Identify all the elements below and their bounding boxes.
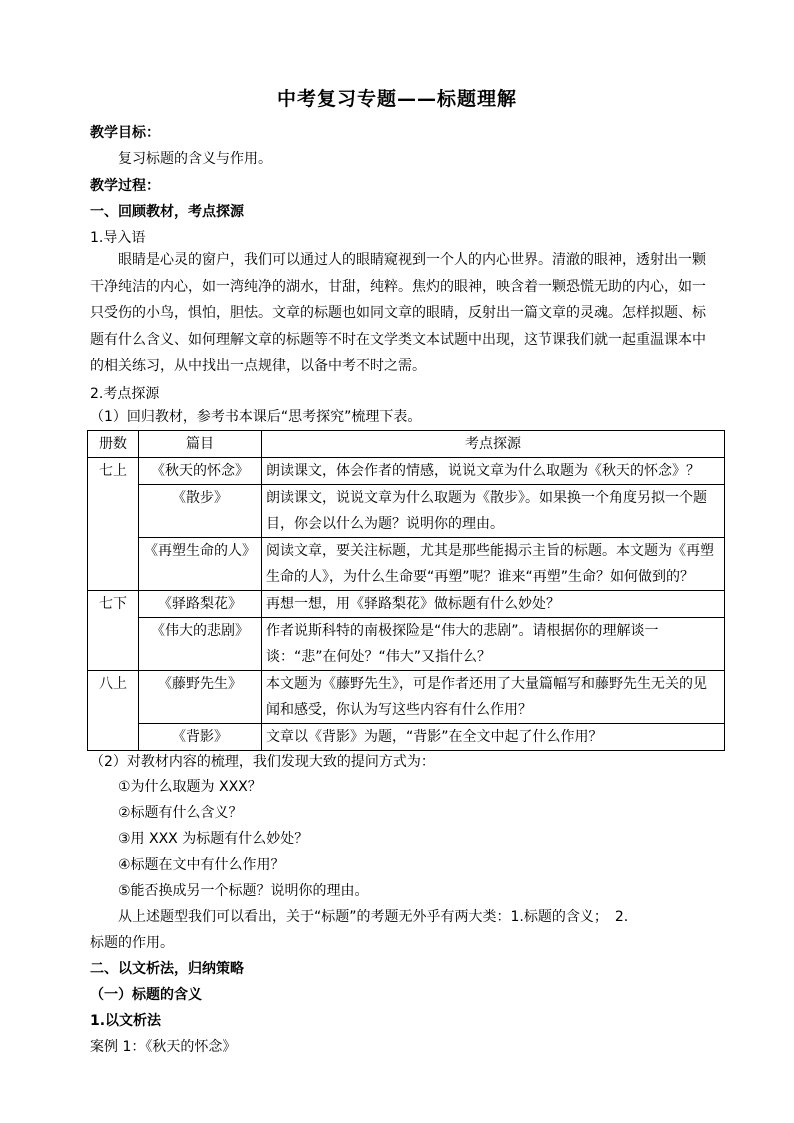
point-cell: 阅读文章，要关注标题，尤其是那些能揭示主旨的标题。本文题为《再塑生命的人》，为什么生命要“再塑”呢？谁来“再塑”生命？如何做到的？: [262, 538, 725, 591]
page-title: 中考复习专题——标题理解: [276, 88, 517, 110]
point-cell: 作者说斯科特的南极探险是“伟大的悲剧”。请根据你的理解谈一谈：“悲”在何处？“伟大”又指什么？: [262, 618, 725, 671]
section1-heading: 一、回顾教材，考点探源: [90, 204, 244, 220]
volume-cell: 七下: [88, 591, 139, 671]
table-row: [88, 618, 725, 671]
header-point: 考点探源: [262, 431, 725, 458]
question-form-item: ③用 XXX 为标题有什么妙处？: [118, 831, 309, 847]
table-row: [88, 591, 725, 618]
header-piece: 篇目: [139, 431, 262, 458]
piece-cell: 《驿路梨花》: [139, 591, 262, 618]
exam-point-table: [87, 430, 725, 751]
point-cell: 文章以《背影》为题，“背影”在全文中起了什么作用？: [262, 724, 725, 751]
table-row: [88, 671, 725, 724]
step1-text: （1）回归教材，参考书本课后“思考探究”梳理下表。: [90, 409, 422, 425]
table-row: [88, 458, 725, 485]
piece-cell: 《背影》: [139, 724, 262, 751]
question-form-item: ②标题有什么含义？: [118, 805, 243, 821]
section2-heading: 二、以文析法，归纳策略: [90, 961, 244, 977]
process-heading: 教学过程：: [90, 178, 160, 194]
section2-sub-heading: （一）标题的含义: [90, 987, 202, 1003]
intro-paragraph-text: 眼睛是心灵的窗户，我们可以通过人的眼睛窥视到一个人的内心世界。清澈的眼神，透射出一颗干净纯洁的内心，如一湾纯净的湖水，甘甜，纯粹。焦灼的眼神，映含着一颗恐慌无助的内心，如一只受伤的小鸟，惧怕，胆怯。文章的标题也如同文章的眼睛，反射出一篇文章的灵魂。怎样拟题、标题有什么含义、如何理解文章的标题等不时在文学类文本试题中出现，这节课我们就一起重温课本中的相关练习，从中找出一点规律，以备中考不时之需。: [90, 252, 706, 374]
piece-cell: 《再塑生命的人》: [139, 538, 262, 591]
header-volume: 册数: [88, 431, 139, 458]
piece-cell: 《藤野先生》: [139, 671, 262, 724]
volume-cell: 七上: [88, 458, 139, 591]
summary-line-continued: 标题的作用。: [90, 935, 174, 951]
question-form-item: ①为什么取题为 XXX？: [118, 779, 262, 795]
point-cell: 本文题为《藤野先生》，可是作者还用了大量篇幅写和藤野先生无关的见闻和感受，你认为写这些内容有什么作用？: [262, 671, 725, 724]
question-form-item: ⑤能否换成另一个标题？说明你的理由。: [118, 883, 369, 899]
question-form-item: ④标题在文中有什么作用？: [118, 857, 285, 873]
table-row: [88, 724, 725, 751]
volume-cell: 八上: [88, 671, 139, 751]
objective-heading: 教学目标：: [90, 125, 160, 141]
table-row: [88, 538, 725, 591]
table-header-row: [88, 431, 725, 458]
sub1-heading: 1.导入语: [90, 230, 146, 246]
method-heading: 1.以文析法: [90, 1013, 162, 1029]
point-cell: 朗读课文，说说文章为什么取题为《散步》。如果换一个角度另拟一个题目，你会以什么为题？说明你的理由。: [262, 485, 725, 538]
table-row: [88, 485, 725, 538]
piece-cell: 《伟大的悲剧》: [139, 618, 262, 671]
case-label: 案例 1：《秋天的怀念》: [90, 1039, 237, 1055]
step2-text: （2）对教材内容的梳理，我们发现大致的提问方式为：: [90, 754, 435, 770]
point-cell: 朗读课文，体会作者的情感，说说文章为什么取题为《秋天的怀念》？: [262, 458, 725, 485]
piece-cell: 《秋天的怀念》: [139, 458, 262, 485]
objective-text: 复习标题的含义与作用。: [118, 151, 272, 167]
sub2-heading: 2.考点探源: [90, 386, 160, 402]
intro-paragraph: [90, 247, 706, 380]
point-cell: 再想一想，用《驿路梨花》做标题有什么妙处？: [262, 591, 725, 618]
piece-cell: 《散步》: [139, 485, 262, 538]
summary-line: 从上述题型我们可以看出，关于“标题”的考题无外乎有两大类：1.标题的含义； 2.: [118, 909, 629, 925]
